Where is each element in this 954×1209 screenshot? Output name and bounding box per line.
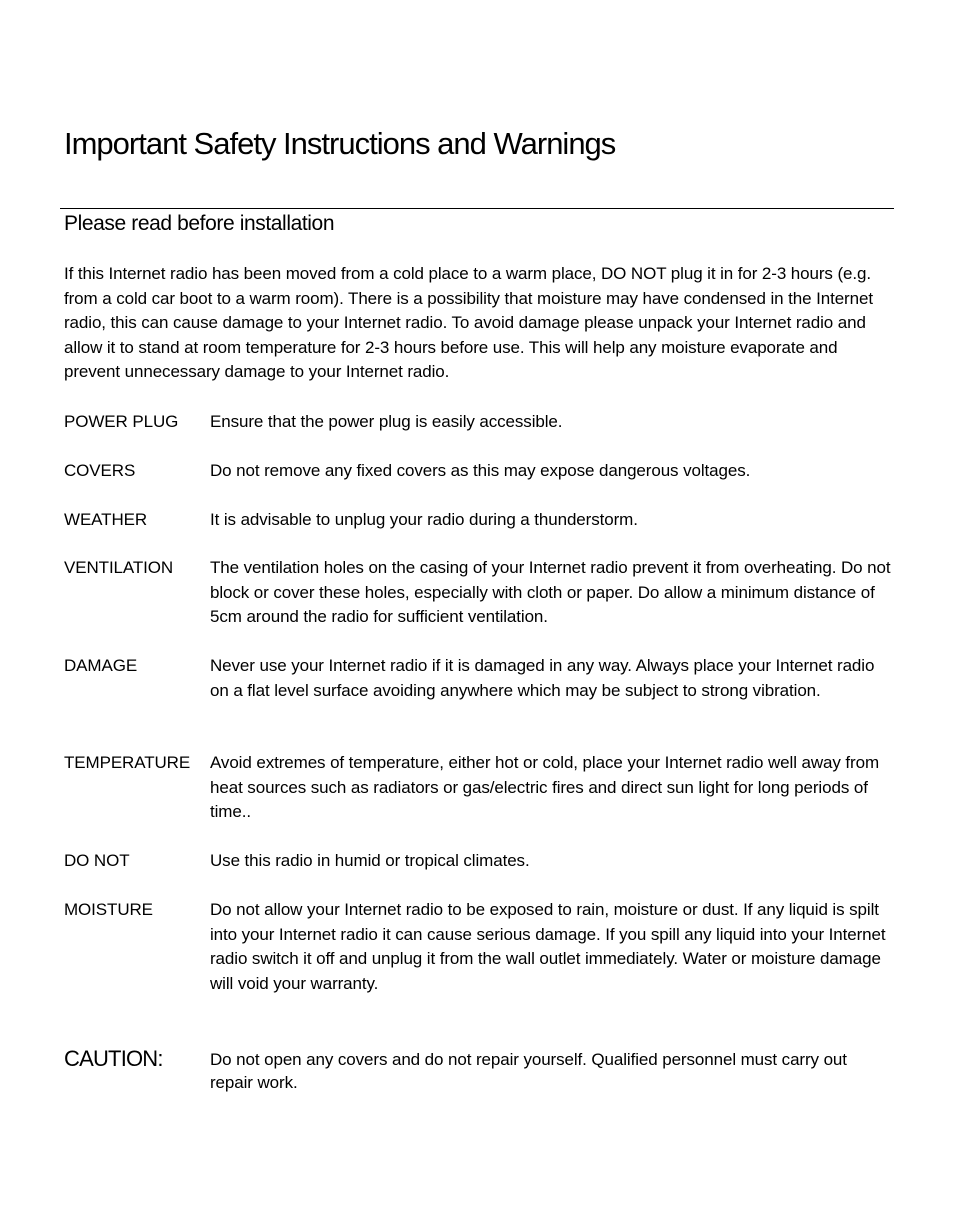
warning-term: TEMPERATURE [64,753,191,772]
warning-term: WEATHER [64,510,148,529]
warning-term: POWER PLUG [64,412,179,431]
warning-item-moisture [64,898,894,996]
warning-text: Do not allow your Internet radio to be exposed to rain, moisture or dust. If any liquid is spilt into your Internet radio it can cause serious damage. If you spill any liquid into your Internet radio switch it off and unplug it from the wall outlet immediately. Water or moisture damage will void your warranty. [210,900,886,993]
page-title: Important Safety Instructions and Warnings [64,126,616,161]
warning-term: DO NOT [64,851,130,870]
warning-text: Avoid extremes of temperature, either hot or cold, place your Internet radio well away from heat sources such as radiators or gas/electric fires and direct sun light for long periods of time.. [210,753,880,821]
warning-text: Use this radio in humid or tropical climates. [210,851,530,870]
warning-item-weather [64,508,894,533]
caution-text: Do not open any covers and do not repair yourself. Qualified personnel must carry out repair work. [210,1050,847,1092]
warning-text: The ventilation holes on the casing of your Internet radio prevent it from overheating. Do not block or cover these holes, especially with cloth or paper. Do allow a minimum distance of 5cm around the radio for sufficient ventilation. [210,558,891,626]
warning-text: Do not remove any fixed covers as this may expose dangerous voltages. [210,461,751,480]
warning-item-temperature [64,751,894,825]
section-subtitle: Please read before installation [64,212,335,235]
caution-label: CAUTION: [64,1046,163,1071]
warning-item-power-plug [64,410,894,435]
warning-text: Ensure that the power plug is easily accessible. [210,412,563,431]
warning-term: MOISTURE [64,900,153,919]
warning-item-covers [64,459,894,484]
intro-paragraph: If this Internet radio has been moved from a cold place to a warm place, DO NOT plug it in for 2-3 hours (e.g. from a cold car boot to a warm room). There is a possibility that moisture may have condensed in the Internet radio, this can cause damage to your Internet radio. To avoid damage please unpack your Internet radio and allow it to stand at room temperature for 2-3 hours before use. This will help any moisture evaporate and prevent unnecessary damage to your Internet radio. [64,264,873,381]
warning-text: It is advisable to unplug your radio during a thunderstorm. [210,510,638,529]
warning-term: DAMAGE [64,656,138,675]
warning-item-ventilation [64,556,894,630]
warning-item-do-not [64,849,894,874]
warning-text: Never use your Internet radio if it is damaged in any way. Always place your Internet radio on a flat level surface avoiding anywhere which may be subject to strong vibration. [210,656,875,700]
warning-term: VENTILATION [64,558,174,577]
warning-term: COVERS [64,461,136,480]
warning-item-damage [64,654,894,703]
